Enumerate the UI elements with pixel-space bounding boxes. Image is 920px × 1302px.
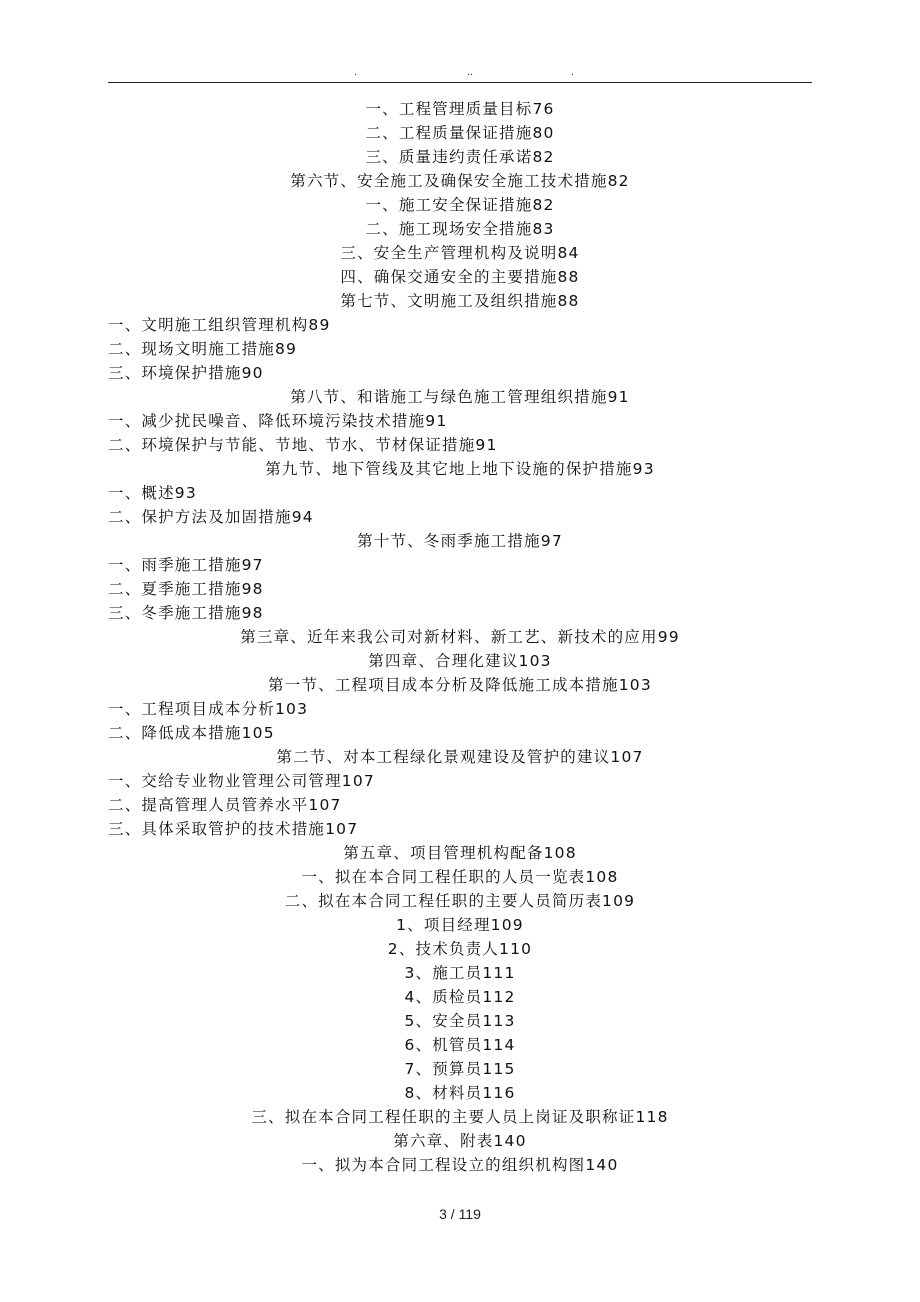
toc-entry[interactable]: 第三章、近年来我公司对新材料、新工艺、新技术的应用99	[240, 628, 680, 646]
toc-entry[interactable]: 第五章、项目管理机构配备108	[343, 844, 577, 862]
toc-entry[interactable]: 一、减少扰民噪音、降低环境污染技术措施91	[108, 412, 448, 430]
header-dot-mid: ..	[467, 66, 474, 78]
toc-entry[interactable]: 二、保护方法及加固措施94	[108, 508, 314, 526]
toc-entry[interactable]: 第九节、地下管线及其它地上地下设施的保护措施93	[265, 460, 655, 478]
toc-entry[interactable]: 6、机管员114	[404, 1036, 516, 1054]
toc-entry[interactable]: 第八节、和谐施工与绿色施工管理组织措施91	[290, 388, 630, 406]
toc-entry[interactable]: 第四章、合理化建议103	[368, 652, 552, 670]
toc-entry[interactable]: 一、雨季施工措施97	[108, 556, 264, 574]
table-of-contents	[108, 97, 812, 1177]
toc-entry[interactable]: 三、具体采取管护的技术措施107	[108, 820, 359, 838]
toc-entry[interactable]: 二、工程质量保证措施80	[365, 124, 555, 142]
toc-entry[interactable]: 二、环境保护与节能、节地、节水、节材保证措施91	[108, 436, 498, 454]
toc-entry[interactable]: 8、材料员116	[404, 1084, 516, 1102]
toc-entry[interactable]: 5、安全员113	[404, 1012, 516, 1030]
toc-entry[interactable]: 第六节、安全施工及确保安全施工技术措施82	[290, 172, 630, 190]
toc-entry[interactable]: 二、施工现场安全措施83	[365, 220, 555, 238]
header-divider	[108, 82, 812, 83]
toc-entry[interactable]: 第二节、对本工程绿化景观建设及管护的建议107	[276, 748, 644, 766]
page-header	[108, 66, 812, 80]
toc-entry[interactable]: 四、确保交通安全的主要措施88	[340, 268, 580, 286]
header-dot-right: .	[571, 66, 575, 78]
toc-entry[interactable]: 第十节、冬雨季施工措施97	[357, 532, 563, 550]
toc-entry[interactable]: 2、技术负责人110	[387, 940, 533, 958]
toc-entry[interactable]: 二、降低成本措施105	[108, 724, 275, 742]
toc-entry[interactable]: 二、拟在本合同工程任职的主要人员简历表109	[284, 892, 636, 910]
toc-entry[interactable]: 三、安全生产管理机构及说明84	[340, 244, 580, 262]
toc-entry[interactable]: 一、拟在本合同工程任职的人员一览表108	[301, 868, 619, 886]
toc-entry[interactable]: 三、冬季施工措施98	[108, 604, 264, 622]
toc-entry[interactable]: 一、概述93	[108, 484, 197, 502]
toc-entry[interactable]: 三、拟在本合同工程任职的主要人员上岗证及职称证118	[251, 1108, 669, 1126]
toc-entry[interactable]: 二、夏季施工措施98	[108, 580, 264, 598]
toc-entry[interactable]: 一、交给专业物业管理公司管理107	[108, 772, 375, 790]
toc-entry[interactable]: 4、质检员112	[404, 988, 516, 1006]
toc-entry[interactable]: 1、项目经理109	[396, 916, 524, 934]
toc-entry[interactable]: 一、施工安全保证措施82	[365, 196, 555, 214]
toc-entry[interactable]: 一、文明施工组织管理机构89	[108, 316, 331, 334]
toc-entry[interactable]: 一、拟为本合同工程设立的组织机构图140	[301, 1156, 619, 1174]
toc-entry[interactable]: 一、工程管理质量目标76	[365, 100, 555, 118]
toc-entry[interactable]: 第六章、附表140	[393, 1132, 527, 1150]
toc-entry[interactable]: 7、预算员115	[404, 1060, 516, 1078]
toc-entry[interactable]: 一、工程项目成本分析103	[108, 700, 309, 718]
toc-entry[interactable]: 二、提高管理人员管养水平107	[108, 796, 342, 814]
header-dot-left: .	[354, 66, 358, 78]
toc-entry[interactable]: 三、环境保护措施90	[108, 364, 264, 382]
toc-entry[interactable]: 三、质量违约责任承诺82	[365, 148, 555, 166]
toc-entry[interactable]: 二、现场文明施工措施89	[108, 340, 298, 358]
toc-entry[interactable]: 第七节、文明施工及组织措施88	[340, 292, 580, 310]
toc-entry[interactable]: 第一节、工程项目成本分析及降低施工成本措施103	[268, 676, 652, 694]
toc-entry[interactable]: 3、施工员111	[404, 964, 516, 982]
page-number: 3 / 119	[439, 1206, 481, 1222]
